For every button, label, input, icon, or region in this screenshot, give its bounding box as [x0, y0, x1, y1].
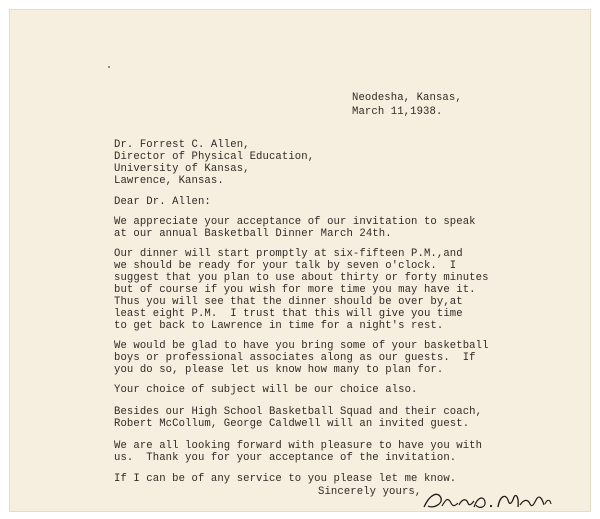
- paragraph-line: us. Thank you for your acceptance of the invitation.: [114, 452, 457, 464]
- paragraph-line: boys or professional associates along as our guests. If: [114, 352, 476, 364]
- paragraph-line: If I can be of any service to you please let me know.: [114, 473, 457, 485]
- paragraph-line: We are all looking forward with pleasure to have you with: [114, 440, 483, 452]
- paragraph-line: but of course if you wish for more time you may have it.: [114, 284, 476, 296]
- paper-speck: [108, 66, 110, 68]
- closing: Sincerely yours,: [318, 486, 422, 498]
- paragraph-line: Thus you will see that the dinner should be over by,at: [114, 296, 463, 308]
- paragraph-line: least eight P.M. I trust that this will give you time: [114, 308, 463, 320]
- paragraph-line: Robert McCollum, George Caldwell will an invited guest.: [114, 418, 470, 430]
- handwritten-signature: [418, 488, 558, 514]
- paragraph-line: We would be glad to have you bring some of your basketball: [114, 340, 489, 352]
- paragraph-line: you do so, please let us know how many to plan for.: [114, 364, 444, 376]
- paragraph-line: we should be ready for your talk by seven o'clock. I: [114, 260, 457, 272]
- recipient-line: University of Kansas,: [114, 163, 250, 175]
- letter-date: March 11,1938.: [352, 106, 443, 118]
- paragraph-line: suggest that you plan to use about thirty or forty minutes: [114, 272, 489, 284]
- paragraph-line: We appreciate your acceptance of our invitation to speak: [114, 216, 476, 228]
- paragraph-line: at our annual Basketball Dinner March 24th.: [114, 228, 392, 240]
- recipient-line: Dr. Forrest C. Allen,: [114, 139, 250, 151]
- salutation: Dear Dr. Allen:: [114, 196, 211, 208]
- paragraph-line: Besides our High School Basketball Squad and their coach,: [114, 406, 483, 418]
- paragraph-line: Our dinner will start promptly at six-fifteen P.M.,and: [114, 248, 463, 260]
- recipient-line: Director of Physical Education,: [114, 151, 315, 163]
- sender-place: Neodesha, Kansas,: [352, 92, 462, 104]
- recipient-line: Lawrence, Kansas.: [114, 175, 224, 187]
- paragraph-line: Your choice of subject will be our choice also.: [114, 384, 418, 396]
- paragraph-line: to get back to Lawrence in time for a night's rest.: [114, 320, 444, 332]
